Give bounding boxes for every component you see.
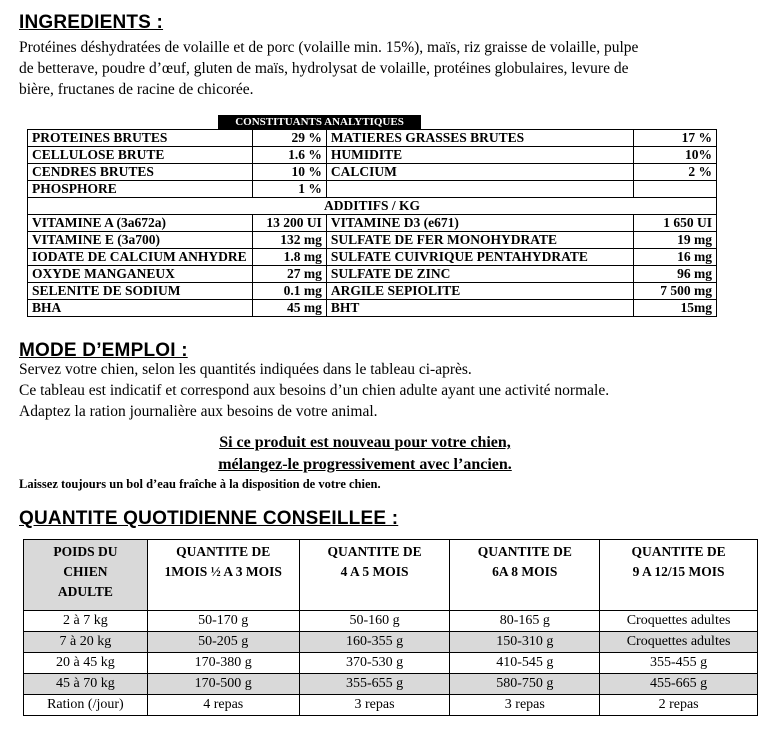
additives-title-row [28,198,717,215]
daily-quantity: 4 repas [147,695,299,716]
nutrient-value: 132 mg [252,232,326,249]
header-line: QUANTITE DE [327,544,422,559]
nutrient-value: 0.1 mg [252,283,326,300]
quantity-column-header [299,540,450,611]
daily-quantity: 170-500 g [147,674,299,695]
nutrient-value: 17 % [634,130,717,147]
ingredients-text [19,37,759,100]
header-line: QUANTITE DE [477,544,572,559]
daily-quantity: 160-355 g [299,632,450,653]
dog-weight: 7 à 20 kg [24,632,148,653]
analytical-row [28,283,717,300]
analytical-table [27,129,717,317]
analytical-row [28,215,717,232]
quantity-column-header [147,540,299,611]
nutrient-value: 19 mg [634,232,717,249]
header-line: 9 A 12/15 MOIS [632,564,725,579]
ingredients-line: Protéines déshydratées de volaille et de porc (volaille min. 15%), maïs, riz graisse de volaille, pulpe [19,39,639,56]
nutrient-value: 2 % [634,164,717,181]
daily-quantity: Croquettes adultes [600,632,758,653]
dog-weight: 2 à 7 kg [24,611,148,632]
quantity-title: QUANTITE QUOTIDIENNE CONSEILLEE : [19,508,399,529]
quantity-table [23,539,758,716]
emphasis-line-1: Si ce produit est nouveau pour votre chien, [219,434,511,451]
daily-quantity: Croquettes adultes [600,611,758,632]
header-line: ADULTE [57,584,113,599]
nutrient-value: 10 % [252,164,326,181]
nutrient-name: VITAMINE D3 (e671) [326,215,633,232]
quantity-row [24,653,758,674]
nutrient-name: HUMIDITE [326,147,633,164]
daily-quantity: 580-750 g [450,674,600,695]
quantity-row [24,632,758,653]
nutrient-value: 1.6 % [252,147,326,164]
nutrient-name [326,181,633,198]
daily-quantity: 2 repas [600,695,758,716]
nutrient-name: OXYDE MANGANEUX [28,266,253,283]
daily-quantity: 50-160 g [299,611,450,632]
mode-emploi-line: Servez votre chien, selon les quantités indiquées dans le tableau ci-après. [19,361,472,378]
header-line: QUANTITE DE [631,544,726,559]
nutrient-name: BHT [326,300,633,317]
daily-quantity: 3 repas [299,695,450,716]
header-line: 6A 8 MOIS [492,564,558,579]
quantity-column-header [24,540,148,611]
ingredients-title: INGREDIENTS : [19,12,164,33]
additives-title: ADDITIFS / KG [28,198,717,215]
analytical-row [28,300,717,317]
analytical-row [28,232,717,249]
nutrient-value: 7 500 mg [634,283,717,300]
nutrient-name: PHOSPHORE [28,181,253,198]
nutrient-value: 27 mg [252,266,326,283]
nutrient-name: ARGILE SEPIOLITE [326,283,633,300]
quantity-header-row [24,540,758,611]
nutrient-name: VITAMINE E (3a700) [28,232,253,249]
ingredients-line: bière, fructanes de racine de chicorée. [19,81,254,98]
nutrient-name: CALCIUM [326,164,633,181]
daily-quantity: 50-170 g [147,611,299,632]
header-line: CHIEN [63,564,108,579]
mode-emploi-text [19,359,759,422]
daily-quantity: 370-530 g [299,653,450,674]
analytical-row [28,164,717,181]
daily-quantity: 355-455 g [600,653,758,674]
daily-quantity: 3 repas [450,695,600,716]
mode-emploi-line: Adaptez la ration journalière aux besoins de votre animal. [19,403,378,420]
nutrient-value: 15mg [634,300,717,317]
daily-quantity: 170-380 g [147,653,299,674]
mode-emploi-line: Ce tableau est indicatif et correspond aux besoins d’un chien adulte ayant une activité normale. [19,382,610,399]
quantity-row [24,695,758,716]
nutrient-value: 1 % [252,181,326,198]
header-line: POIDS DU [53,544,118,559]
daily-quantity: 410-545 g [450,653,600,674]
daily-quantity: 455-665 g [600,674,758,695]
analytical-row [28,266,717,283]
water-note: Laissez toujours un bol d’eau fraîche à la disposition de votre chien. [19,477,381,491]
nutrient-name: IODATE DE CALCIUM ANHYDRE [28,249,253,266]
nutrient-name: CENDRES BRUTES [28,164,253,181]
nutrient-value: 29 % [252,130,326,147]
quantity-column-header [600,540,758,611]
dog-weight: 20 à 45 kg [24,653,148,674]
header-line: QUANTITE DE [176,544,271,559]
emphasis-line-2: mélangez-le progressivement avec l’ancien. [218,456,512,473]
nutrient-value: 16 mg [634,249,717,266]
nutrient-name: PROTEINES BRUTES [28,130,253,147]
nutrient-value: 10% [634,147,717,164]
quantity-column-header [450,540,600,611]
analytical-row [28,147,717,164]
nutrient-name: CELLULOSE BRUTE [28,147,253,164]
dog-weight: 45 à 70 kg [24,674,148,695]
nutrient-value: 13 200 UI [252,215,326,232]
header-line: 4 A 5 MOIS [340,564,409,579]
nutrient-value: 96 mg [634,266,717,283]
dog-weight: Ration (/jour) [24,695,148,716]
nutrient-value: 1.8 mg [252,249,326,266]
nutrient-value [634,181,717,198]
nutrient-name: SELENITE DE SODIUM [28,283,253,300]
analytical-row [28,249,717,266]
nutrient-value: 45 mg [252,300,326,317]
nutrient-name: SULFATE DE ZINC [326,266,633,283]
mode-emploi-title: MODE D’EMPLOI : [19,340,188,361]
daily-quantity: 150-310 g [450,632,600,653]
analytical-header: CONSTITUANTS ANALYTIQUES [218,115,421,129]
nutrient-name: MATIERES GRASSES BRUTES [326,130,633,147]
nutrient-name: BHA [28,300,253,317]
nutrient-value: 1 650 UI [634,215,717,232]
nutrient-name: SULFATE CUIVRIQUE PENTAHYDRATE [326,249,633,266]
daily-quantity: 355-655 g [299,674,450,695]
quantity-row [24,611,758,632]
quantity-row [24,674,758,695]
analytical-row [28,181,717,198]
analytical-row [28,130,717,147]
daily-quantity: 80-165 g [450,611,600,632]
ingredients-line: de betterave, poudre d’œuf, gluten de maïs, hydrolysat de volaille, protéines globulaires, levure de [19,60,629,77]
daily-quantity: 50-205 g [147,632,299,653]
nutrient-name: VITAMINE A (3a672a) [28,215,253,232]
header-line: 1MOIS ½ A 3 MOIS [164,564,282,579]
nutrient-name: SULFATE DE FER MONOHYDRATE [326,232,633,249]
